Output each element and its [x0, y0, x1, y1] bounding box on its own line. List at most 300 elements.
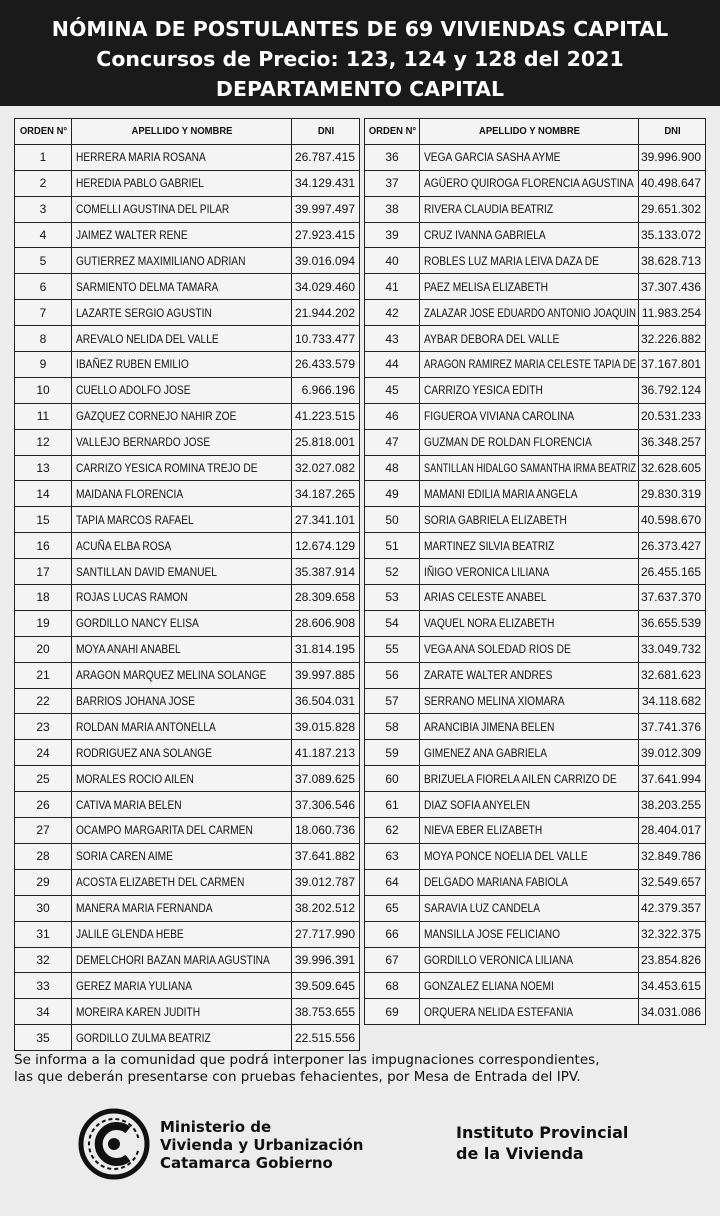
name-text: CARRIZO YESICA EDITH	[424, 383, 543, 398]
order-number-cell: 20	[15, 636, 72, 662]
dni-cell: 32.027.082	[292, 455, 360, 481]
table-row	[15, 662, 360, 688]
table-row	[365, 326, 706, 352]
table-row	[365, 144, 706, 170]
name-text: MARTINEZ SILVIA BEATRIZ	[424, 538, 555, 553]
name-text: VEGA ANA SOLEDAD RIOS DE	[424, 642, 571, 657]
column-header-order: ORDEN N°	[17, 119, 68, 145]
order-number-cell: 3	[15, 196, 72, 222]
table-row	[365, 714, 706, 740]
name-text: ARAGON MARQUEZ MELINA SOLANGE	[76, 668, 267, 683]
dni-cell: 32.681.623	[639, 662, 706, 688]
name-cell	[72, 248, 292, 274]
name-text: MORALES ROCIO AILEN	[76, 771, 194, 786]
table-row	[15, 507, 360, 533]
applicants-table-left	[14, 118, 360, 1051]
name-cell	[420, 377, 639, 403]
name-cell	[420, 610, 639, 636]
name-cell	[72, 170, 292, 196]
name-text: GEREZ MARIA YULIANA	[76, 978, 193, 993]
table-header-row	[15, 119, 360, 145]
name-text: SERRANO MELINA XIOMARA	[424, 694, 565, 709]
name-cell	[72, 585, 292, 611]
table-row	[15, 170, 360, 196]
table-header-row	[365, 119, 706, 145]
name-cell	[72, 403, 292, 429]
dni-cell: 39.012.787	[292, 869, 360, 895]
name-cell	[72, 766, 292, 792]
table-row	[365, 869, 706, 895]
table-row	[365, 533, 706, 559]
name-text: ZARATE WALTER ANDRES	[424, 668, 553, 683]
order-number-cell: 28	[15, 843, 72, 869]
name-text: IBAÑEZ RUBEN EMILIO	[76, 357, 189, 372]
name-cell	[420, 170, 639, 196]
name-cell	[420, 999, 639, 1025]
name-text: CUELLO ADOLFO JOSE	[76, 383, 191, 398]
column-header-dni: DNI	[295, 119, 356, 145]
order-number-cell: 22	[15, 688, 72, 714]
order-number-cell: 54	[365, 610, 420, 636]
order-number-cell: 65	[365, 895, 420, 921]
order-number-cell: 45	[365, 377, 420, 403]
name-cell	[72, 533, 292, 559]
order-number-cell: 49	[365, 481, 420, 507]
table-row	[365, 585, 706, 611]
table-row	[365, 300, 706, 326]
order-number-cell: 7	[15, 300, 72, 326]
dni-cell: 26.433.579	[292, 352, 360, 378]
name-text: MANERA MARIA FERNANDA	[76, 901, 213, 916]
name-cell	[420, 403, 639, 429]
name-cell	[420, 559, 639, 585]
table-row	[365, 973, 706, 999]
name-text: AYBAR DEBORA DEL VALLE	[424, 331, 560, 346]
dni-cell: 32.849.786	[639, 843, 706, 869]
table-row	[15, 792, 360, 818]
table-row	[365, 843, 706, 869]
name-cell	[72, 973, 292, 999]
name-text: ARAGON RAMIREZ MARIA CELESTE TAPIA DE	[424, 357, 637, 372]
name-text: VAQUEL NORA ELIZABETH	[424, 616, 555, 631]
table-row	[365, 222, 706, 248]
table-row	[15, 403, 360, 429]
dni-cell: 10.733.477	[292, 326, 360, 352]
name-cell	[72, 507, 292, 533]
dni-cell: 27.717.990	[292, 921, 360, 947]
ministry-line-2: Vivienda y Urbanización	[160, 1136, 364, 1154]
name-cell	[72, 559, 292, 585]
ipv-line-2: de la Vivienda	[456, 1144, 584, 1163]
dni-cell: 36.504.031	[292, 688, 360, 714]
order-number-cell: 60	[365, 766, 420, 792]
name-cell	[72, 455, 292, 481]
name-text: ACUÑA ELBA ROSA	[76, 538, 172, 553]
name-cell	[72, 352, 292, 378]
name-cell	[420, 300, 639, 326]
dni-cell: 38.628.713	[639, 248, 706, 274]
name-cell	[420, 533, 639, 559]
name-cell	[420, 507, 639, 533]
name-text: GIMENEZ ANA GABRIELA	[424, 745, 548, 760]
table-row	[365, 662, 706, 688]
dni-cell: 37.089.625	[292, 766, 360, 792]
name-text: DEMELCHORI BAZAN MARIA AGUSTINA	[76, 952, 270, 967]
name-cell	[420, 455, 639, 481]
dni-cell: 37.741.376	[639, 714, 706, 740]
order-number-cell: 62	[365, 818, 420, 844]
name-cell	[420, 585, 639, 611]
name-text: NIEVA EBER ELIZABETH	[424, 823, 543, 838]
name-text: SORIA GABRIELA ELIZABETH	[424, 512, 567, 527]
dni-cell: 36.792.124	[639, 377, 706, 403]
table-row	[15, 144, 360, 170]
order-number-cell: 51	[365, 533, 420, 559]
name-text: ARANCIBIA JIMENA BELEN	[424, 719, 555, 734]
name-cell	[420, 869, 639, 895]
table-row	[15, 688, 360, 714]
name-cell	[72, 636, 292, 662]
order-number-cell: 30	[15, 895, 72, 921]
order-number-cell: 55	[365, 636, 420, 662]
catamarca-emblem-icon	[78, 1108, 150, 1180]
dni-cell: 31.814.195	[292, 636, 360, 662]
name-text: ORQUERA NELIDA ESTEFANIA	[424, 1004, 574, 1019]
dni-cell: 38.202.512	[292, 895, 360, 921]
order-number-cell: 21	[15, 662, 72, 688]
name-cell	[420, 921, 639, 947]
order-number-cell: 43	[365, 326, 420, 352]
name-text: FIGUEROA VIVIANA CAROLINA	[424, 409, 575, 424]
order-number-cell: 16	[15, 533, 72, 559]
table-row	[15, 429, 360, 455]
name-text: SARAVIA LUZ CANDELA	[424, 901, 541, 916]
name-text: VALLEJO BERNARDO JOSE	[76, 435, 211, 450]
name-text: OCAMPO MARGARITA DEL CARMEN	[76, 823, 253, 838]
table-row	[15, 377, 360, 403]
table-row	[15, 222, 360, 248]
order-number-cell: 66	[365, 921, 420, 947]
name-cell	[72, 326, 292, 352]
name-cell	[420, 973, 639, 999]
name-text: AREVALO NELIDA DEL VALLE	[76, 331, 219, 346]
table-row	[15, 559, 360, 585]
order-number-cell: 57	[365, 688, 420, 714]
dni-cell: 28.404.017	[639, 818, 706, 844]
name-cell	[420, 196, 639, 222]
dni-cell: 40.598.670	[639, 507, 706, 533]
dni-cell: 36.348.257	[639, 429, 706, 455]
dni-cell: 32.628.605	[639, 455, 706, 481]
name-cell	[420, 662, 639, 688]
table-row	[365, 559, 706, 585]
table-row	[365, 481, 706, 507]
dni-cell: 29.651.302	[639, 196, 706, 222]
table-row	[365, 455, 706, 481]
name-cell	[420, 326, 639, 352]
name-cell	[420, 429, 639, 455]
dni-cell: 37.167.801	[639, 352, 706, 378]
name-text: ARIAS CELESTE ANABEL	[424, 590, 547, 605]
order-number-cell: 69	[365, 999, 420, 1025]
notice-line-2: las que deberán presentarse con pruebas fehacientes, por Mesa de Entrada del IPV.	[14, 1069, 581, 1085]
name-text: JAIMEZ WALTER RENE	[76, 228, 188, 242]
name-text: RIVERA CLAUDIA BEATRIZ	[424, 202, 554, 217]
dni-cell: 11.983.254	[639, 300, 706, 326]
name-text: GONZALEZ ELIANA NOEMI	[424, 978, 554, 993]
name-text: MAMANI EDILIA MARIA ANGELA	[424, 486, 578, 501]
order-number-cell: 47	[365, 429, 420, 455]
name-text: HERRERA MARIA ROSANA	[76, 150, 206, 165]
dni-cell: 34.029.460	[292, 274, 360, 300]
order-number-cell: 35	[15, 1025, 72, 1051]
name-text: BRIZUELA FIORELA AILEN CARRIZO DE	[424, 771, 617, 786]
dni-cell: 39.015.828	[292, 714, 360, 740]
name-cell	[420, 740, 639, 766]
name-cell	[72, 144, 292, 170]
table-row	[365, 507, 706, 533]
dni-cell: 29.830.319	[639, 481, 706, 507]
dni-cell: 33.049.732	[639, 636, 706, 662]
table-row	[15, 1025, 360, 1051]
name-cell	[72, 274, 292, 300]
name-cell	[72, 196, 292, 222]
name-text: PAEZ MELISA ELIZABETH	[424, 279, 548, 294]
name-text: DIAZ SOFIA ANYELEN	[424, 797, 531, 812]
applicants-table-right	[364, 118, 706, 1025]
order-number-cell: 11	[15, 403, 72, 429]
page-header	[0, 0, 720, 106]
name-cell	[72, 818, 292, 844]
name-cell	[72, 714, 292, 740]
name-text: SANTILLAN DAVID EMANUEL	[76, 564, 217, 579]
name-cell	[72, 429, 292, 455]
dni-cell: 21.944.202	[292, 300, 360, 326]
dni-cell: 41.223.515	[292, 403, 360, 429]
name-cell	[72, 921, 292, 947]
dni-cell: 34.118.682	[639, 688, 706, 714]
name-text: MOREIRA KAREN JUDITH	[76, 1004, 201, 1019]
order-number-cell: 24	[15, 740, 72, 766]
name-cell	[72, 300, 292, 326]
table-row	[365, 895, 706, 921]
name-text: CRUZ IVANNA GABRIELA	[424, 228, 546, 242]
table-row	[15, 352, 360, 378]
name-cell	[72, 481, 292, 507]
dni-cell: 34.031.086	[639, 999, 706, 1025]
order-number-cell: 48	[365, 455, 420, 481]
table-row	[15, 973, 360, 999]
order-number-cell: 40	[365, 248, 420, 274]
order-number-cell: 39	[365, 222, 420, 248]
name-cell	[72, 222, 292, 248]
dni-cell: 34.453.615	[639, 973, 706, 999]
column-header-order: ORDEN N°	[367, 119, 417, 145]
dni-cell: 25.818.001	[292, 429, 360, 455]
dni-cell: 18.060.736	[292, 818, 360, 844]
order-number-cell: 59	[365, 740, 420, 766]
name-text: GUTIERREZ MAXIMILIANO ADRIAN	[76, 253, 246, 268]
order-number-cell: 58	[365, 714, 420, 740]
name-cell	[420, 766, 639, 792]
table-row	[365, 170, 706, 196]
table-row	[365, 274, 706, 300]
order-number-cell: 64	[365, 869, 420, 895]
name-cell	[72, 1025, 292, 1051]
name-cell	[420, 222, 639, 248]
table-row	[15, 636, 360, 662]
name-text: MAIDANA FLORENCIA	[76, 486, 184, 501]
dni-cell: 32.549.657	[639, 869, 706, 895]
impugnation-notice	[14, 1052, 714, 1086]
order-number-cell: 52	[365, 559, 420, 585]
dni-cell: 38.753.655	[292, 999, 360, 1025]
dni-cell: 26.787.415	[292, 144, 360, 170]
name-cell	[72, 843, 292, 869]
name-text: SARMIENTO DELMA TAMARA	[76, 279, 219, 294]
order-number-cell: 31	[15, 921, 72, 947]
name-cell	[72, 688, 292, 714]
name-cell	[420, 792, 639, 818]
name-cell	[420, 818, 639, 844]
order-number-cell: 4	[15, 222, 72, 248]
order-number-cell: 33	[15, 973, 72, 999]
name-text: HEREDIA PABLO GABRIEL	[76, 176, 204, 191]
name-text: ZALAZAR JOSE EDUARDO ANTONIO JOAQUIN	[424, 305, 636, 320]
order-number-cell: 46	[365, 403, 420, 429]
dni-cell: 28.309.658	[292, 585, 360, 611]
order-number-cell: 25	[15, 766, 72, 792]
name-cell	[420, 481, 639, 507]
order-number-cell: 44	[365, 352, 420, 378]
name-text: VEGA GARCIA SASHA AYME	[424, 150, 561, 165]
table-row	[15, 585, 360, 611]
table-row	[365, 740, 706, 766]
table-row	[365, 818, 706, 844]
dni-cell: 42.379.357	[639, 895, 706, 921]
name-text: RODRIGUEZ ANA SOLANGE	[76, 745, 213, 760]
name-text: AGÜERO QUIROGA FLORENCIA AGUSTINA	[424, 176, 634, 191]
order-number-cell: 68	[365, 973, 420, 999]
ipv-name	[456, 1122, 628, 1164]
table-row	[15, 533, 360, 559]
dni-cell: 12.674.129	[292, 533, 360, 559]
order-number-cell: 63	[365, 843, 420, 869]
ministry-line-3: Catamarca Gobierno	[160, 1154, 333, 1172]
table-row	[15, 895, 360, 921]
dni-cell: 34.129.431	[292, 170, 360, 196]
table-row	[365, 248, 706, 274]
table-row	[15, 196, 360, 222]
dni-cell: 41.187.213	[292, 740, 360, 766]
order-number-cell: 17	[15, 559, 72, 585]
name-cell	[72, 740, 292, 766]
header-title: NÓMINA DE POSTULANTES DE 69 VIVIENDAS CAPITAL	[51, 17, 669, 41]
table-row	[365, 947, 706, 973]
column-header-name: APELLIDO Y NOMBRE	[83, 119, 281, 145]
dni-cell: 34.187.265	[292, 481, 360, 507]
order-number-cell: 34	[15, 999, 72, 1025]
dni-cell: 28.606.908	[292, 610, 360, 636]
name-text: MOYA PONCE NOELIA DEL VALLE	[424, 849, 588, 864]
table-row	[15, 481, 360, 507]
name-text: GORDILLO NANCY ELISA	[76, 616, 199, 631]
table-row	[365, 792, 706, 818]
order-number-cell: 56	[365, 662, 420, 688]
dni-cell: 39.509.645	[292, 973, 360, 999]
order-number-cell: 12	[15, 429, 72, 455]
table-row	[365, 610, 706, 636]
name-text: ACOSTA ELIZABETH DEL CARMEN	[76, 875, 245, 890]
name-text: ROBLES LUZ MARIA LEIVA DAZA DE	[424, 253, 599, 268]
name-cell	[420, 895, 639, 921]
table-row	[15, 947, 360, 973]
order-number-cell: 32	[15, 947, 72, 973]
dni-cell: 39.016.094	[292, 248, 360, 274]
name-text: DELGADO MARIANA FABIOLA	[424, 875, 568, 890]
order-number-cell: 6	[15, 274, 72, 300]
dni-cell: 37.307.436	[639, 274, 706, 300]
name-text: JALILE GLENDA HEBE	[76, 927, 184, 942]
dni-cell: 37.306.546	[292, 792, 360, 818]
order-number-cell: 38	[365, 196, 420, 222]
name-cell	[72, 662, 292, 688]
table-row	[15, 766, 360, 792]
name-cell	[420, 636, 639, 662]
order-number-cell: 2	[15, 170, 72, 196]
table-row	[15, 999, 360, 1025]
dni-cell: 35.387.914	[292, 559, 360, 585]
order-number-cell: 18	[15, 585, 72, 611]
dni-cell: 39.996.900	[639, 144, 706, 170]
name-cell	[72, 869, 292, 895]
order-number-cell: 53	[365, 585, 420, 611]
name-text: GAZQUEZ CORNEJO NAHIR ZOE	[76, 409, 237, 424]
name-text: ROLDAN MARIA ANTONELLA	[76, 719, 216, 734]
name-cell	[72, 610, 292, 636]
dni-cell: 27.923.415	[292, 222, 360, 248]
column-header-name: APELLIDO Y NOMBRE	[430, 119, 627, 145]
dni-cell: 39.997.497	[292, 196, 360, 222]
order-number-cell: 42	[365, 300, 420, 326]
dni-cell: 26.373.427	[639, 533, 706, 559]
name-text: SORIA CAREN AIME	[76, 849, 173, 864]
dni-cell: 26.455.165	[639, 559, 706, 585]
order-number-cell: 23	[15, 714, 72, 740]
table-row	[15, 869, 360, 895]
table-row	[365, 636, 706, 662]
dni-cell: 37.641.882	[292, 843, 360, 869]
name-text: COMELLI AGUSTINA DEL PILAR	[76, 202, 230, 217]
name-cell	[72, 895, 292, 921]
name-text: SANTILLAN HIDALGO SAMANTHA IRMA BEATRIZ	[424, 461, 636, 476]
name-text: CARRIZO YESICA ROMINA TREJO DE	[76, 461, 258, 476]
dni-cell: 35.133.072	[639, 222, 706, 248]
table-row	[365, 429, 706, 455]
table-row	[365, 377, 706, 403]
name-text: BARRIOS JOHANA JOSE	[76, 694, 196, 709]
order-number-cell: 10	[15, 377, 72, 403]
name-cell	[72, 999, 292, 1025]
table-row	[15, 843, 360, 869]
order-number-cell: 14	[15, 481, 72, 507]
name-cell	[420, 843, 639, 869]
table-row	[15, 740, 360, 766]
dni-cell: 22.515.556	[292, 1025, 360, 1051]
name-cell	[420, 688, 639, 714]
name-text: ROJAS LUCAS RAMON	[76, 590, 188, 605]
dni-cell: 32.322.375	[639, 921, 706, 947]
